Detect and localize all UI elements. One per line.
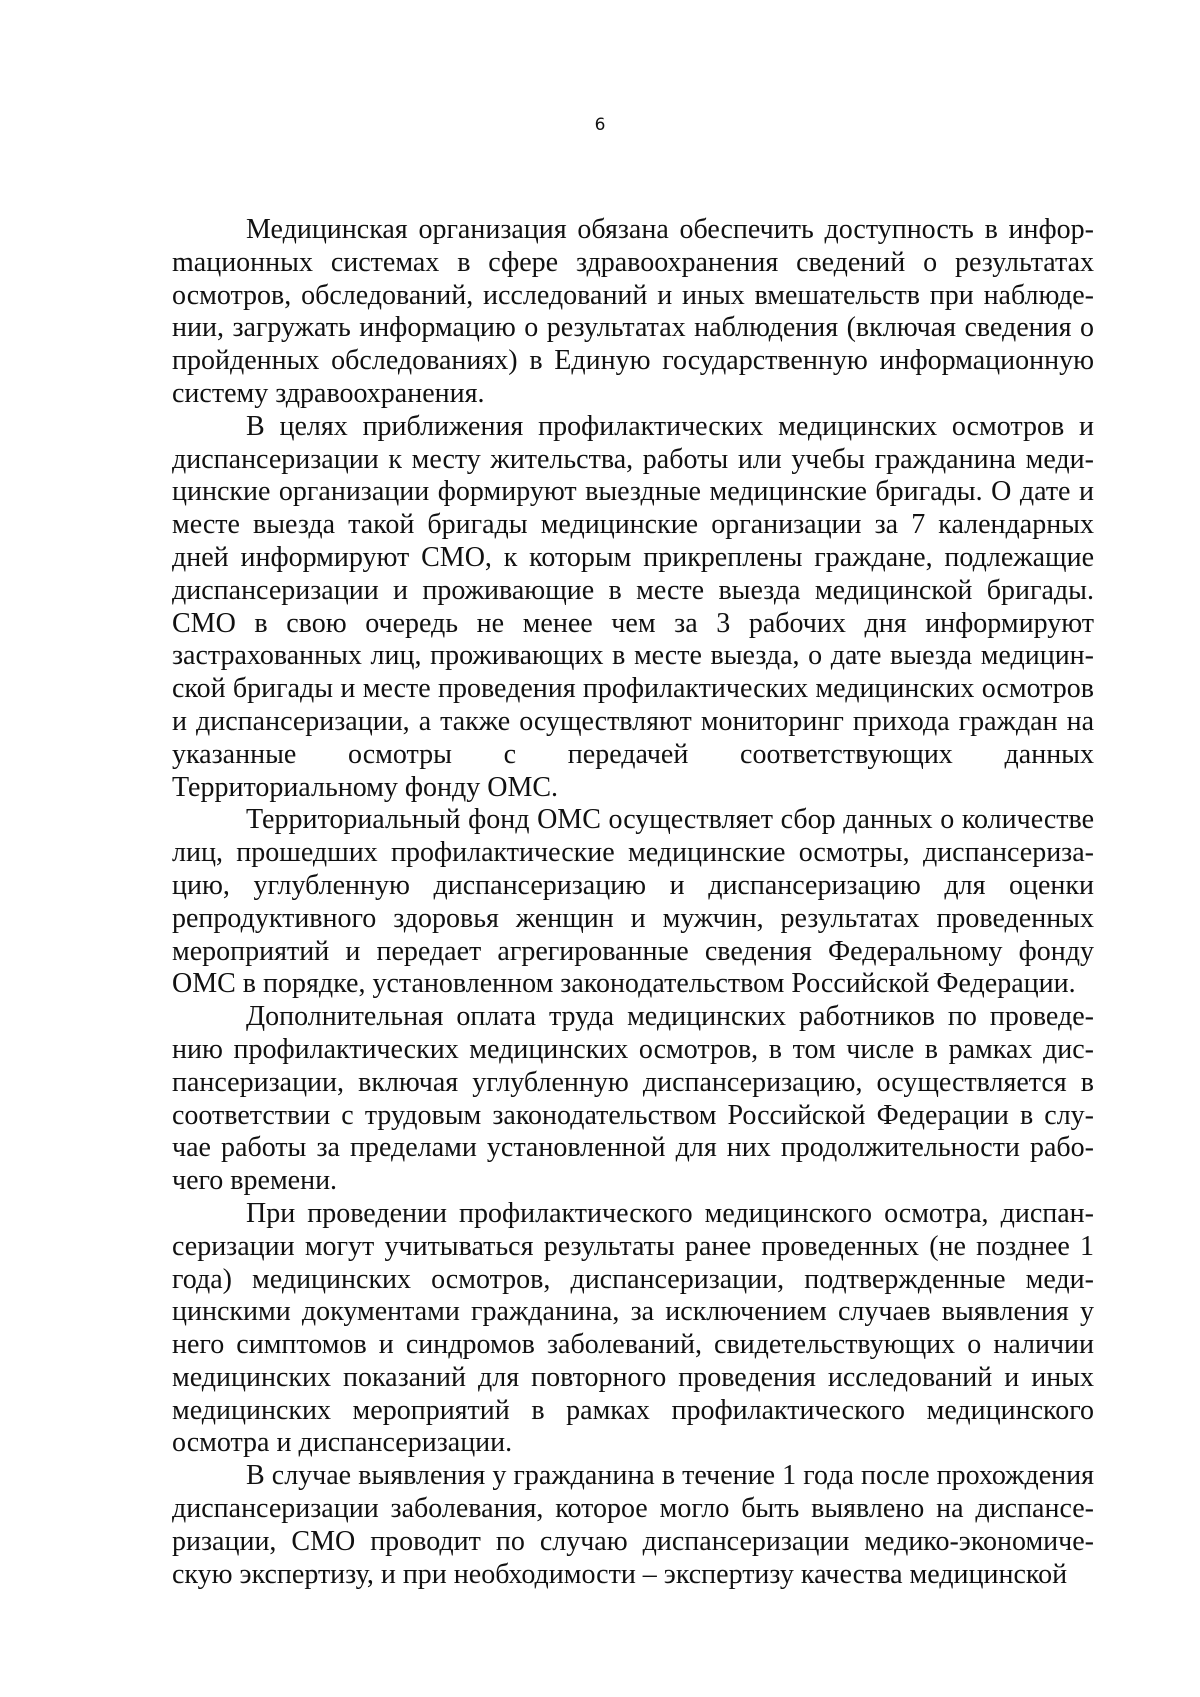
document-body (172, 214, 1094, 1591)
paragraph: В случае выявления у гражданина в течение 1 года после прохождения диспансеризации заболевания, которое могло быть выявлено на диспансеризации, СМО проводит по случаю диспансеризации медико-экономическую экспертизу, и при необходимости – экспертизу качества медицинской (172, 1460, 1094, 1590)
paragraph: При проведении профилактического медицинского осмотра, диспансеризации могут учитываться результаты ранее проведенных (не позднее 1 года) медицинских осмотров, диспансеризации, подтвержденные медицинскими документами гражданина, за исключением случаев выявления у него симптомов и синдромов заболеваний, свидетельствующих о наличии медицинских показаний для повторного проведения исследований и иных медицинских мероприятий в рамках профилактического медицинского осмотра и диспансеризации. (172, 1197, 1094, 1459)
paragraph: Территориальный фонд ОМС осуществляет сбор данных о количестве лиц, прошедших профилактические медицинские осмотры, диспансеризацию, углубленную диспансеризацию и диспансеризацию для оценки репродуктивного здоровья женщин и мужчин, результатах проведенных мероприятий и передает агрегированные сведения Федеральному фонду ОМС в порядке, установленном законодательством Российской Федерации. (172, 804, 1094, 1000)
paragraph: Медицинская организация обязана обеспечить доступность в инфорmационных системах в сфере здравоохранения сведений о результатах осмотров, обследований, исследований и иных вмешательств при наблюдении, загружать информацию о результатах наблюдения (включая сведения о пройденных обследованиях) в Единую государственную информационную систему здравоохранения. (172, 214, 1094, 409)
page-number: 6 (594, 115, 606, 135)
paragraph: В целях приближения профилактических медицинских осмотров и диспансеризации к месту жительства, работы или учебы гражданина медицинские организации формируют выездные медицинские бригады. О дате и месте выезда такой бригады медицинские организации за 7 календарных дней информируют СМО, к которым прикреплены граждане, подлежащие диспансеризации и проживающие в месте выезда медицинской бригады. СМО в свою очередь не менее чем за 3 рабочих дня информируют застрахованных лиц, проживающих в месте выезда, о дате выезда медицинской бригады и месте проведения профилактических медицинских осмотров и диспансеризации, а также осуществляют мониторинг прихода граждан на указанные осмотры с передачей соответствующих данных Территориальному фонду ОМС. (172, 410, 1094, 803)
paragraph: Дополнительная оплата труда медицинских работников по проведению профилактических медицинских осмотров, в том числе в рамках диспансеризации, включая углубленную диспансеризацию, осуществляется в соответствии с трудовым законодательством Российской Федерации в случае работы за пределами установленной для них продолжительности рабочего времени. (172, 1001, 1094, 1197)
